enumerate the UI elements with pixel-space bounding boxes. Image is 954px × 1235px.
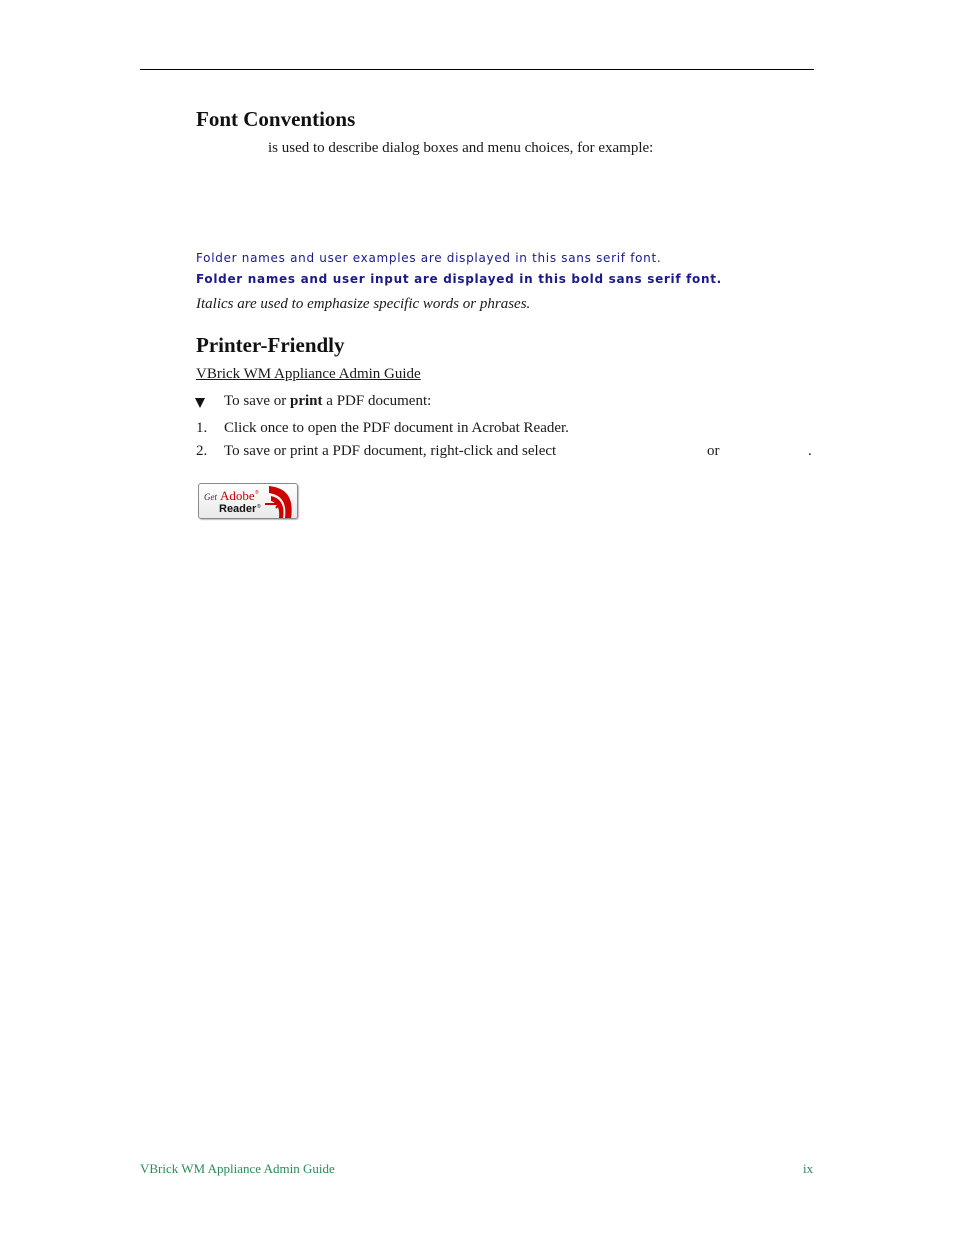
footer-page-number: ix [803,1161,814,1176]
step-2-or: or [707,443,720,459]
procedure-bullet-text [224,393,431,410]
badge-product-mark: ® [257,504,261,510]
header-rule [140,69,814,70]
adobe-reader-logo-icon [199,484,298,519]
badge-brand-text: Adobe [220,488,255,503]
bold-convention-description: is used to describe dialog boxes and menu choices, for example: [268,140,654,156]
badge-get-text: Get [204,492,217,502]
bullet-text-post: a PDF document: [326,393,432,409]
footer-guide-title: VBrick WM Appliance Admin Guide [140,1161,335,1176]
section-heading-font-conventions: Font Conventions [196,107,356,131]
step-1-number: 1. [196,420,208,436]
step-2-period: . [808,443,812,459]
step-2-text: To save or print a PDF document, right-click and select [224,443,557,459]
triangle-bullet-icon [195,398,205,408]
sans-serif-example: Folder names and user examples are displayed in this sans serif font. [196,251,662,265]
bold-sans-serif-example: Folder names and user input are displayed in this bold sans serif font. [196,272,722,286]
guide-link-line [196,366,421,383]
section-heading-printer-friendly: Printer-Friendly [196,333,345,357]
guide-link[interactable]: VBrick WM Appliance Admin Guide [196,366,421,382]
bullet-text-bold: print [290,393,323,409]
badge-brand-mark: ® [255,490,259,496]
step-2-number: 2. [196,443,208,459]
italic-example: Italics are used to emphasize specific words or phrases. [196,296,531,312]
bullet-text-pre: To save or [224,393,287,409]
get-adobe-reader-button[interactable] [198,483,298,519]
step-1-text: Click once to open the PDF document in Acrobat Reader. [224,420,569,436]
badge-product-text: Reader [219,503,257,515]
